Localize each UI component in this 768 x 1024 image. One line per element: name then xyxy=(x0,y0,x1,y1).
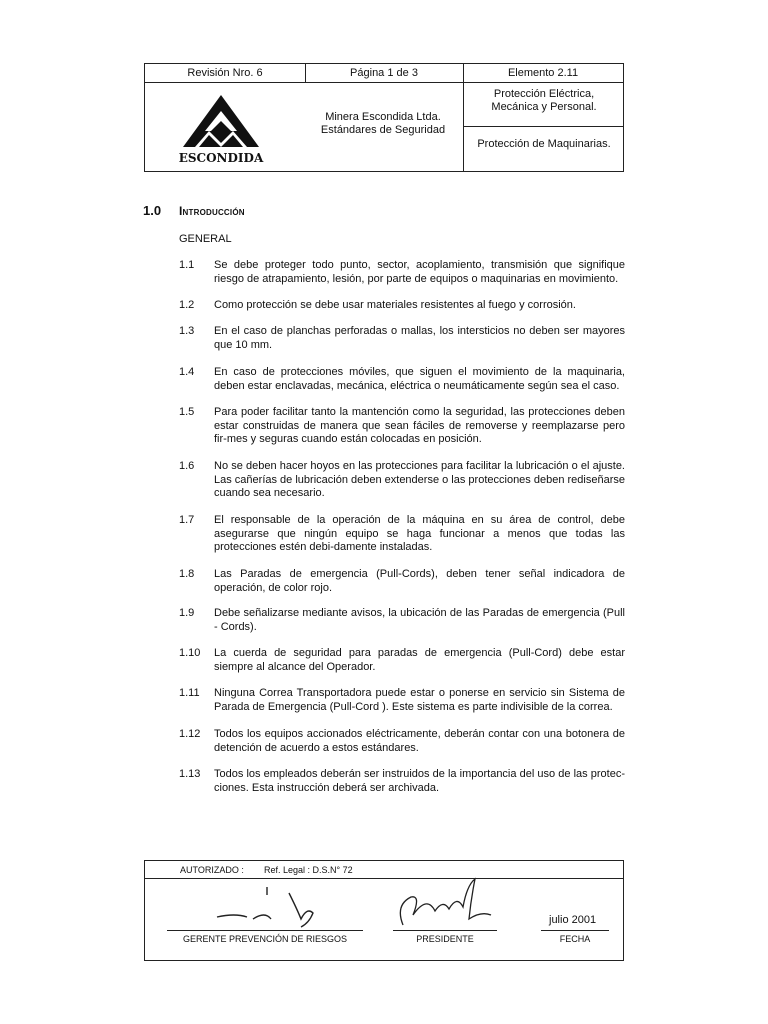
item-number: 1.7 xyxy=(179,514,195,526)
item-number: 1.1 xyxy=(179,259,195,271)
subtopic-title: Protección de Maquinarias. xyxy=(477,138,611,150)
divider xyxy=(463,64,464,171)
page-number: Página 1 de 3 xyxy=(350,67,418,79)
date-label: FECHA xyxy=(559,934,591,944)
element-number: Elemento 2.11 xyxy=(507,67,579,79)
authorized-label: AUTORIZADO : xyxy=(180,865,244,875)
item-number: 1.4 xyxy=(179,366,195,378)
item-text: Debe señalizarse mediante avisos, la ubicación de las Paradas de emergencia (Pull - Cords). xyxy=(214,607,625,633)
signature-line xyxy=(393,930,497,931)
item-text: Como protección se debe usar materiales resistentes al fuego y corrosión. xyxy=(214,299,576,311)
topic-line: Protección Eléctrica, xyxy=(493,88,595,100)
document-header xyxy=(144,63,624,172)
standard-name: Estándares de Seguridad xyxy=(320,124,446,136)
divider xyxy=(463,126,624,127)
item-text: En caso de protecciones móviles, que siguen el movimiento de la maquinaria, deben estar enclavadas, mecánica, eléctrica o neumáticamente según sea el caso. xyxy=(214,366,625,392)
item-text: El responsable de la operación de la máquina en su área de control, debe asegurarse que ningún equipo se haga funcionar a menos que todas las protecciones estén debi-damente instaladas. xyxy=(214,514,625,553)
divider xyxy=(305,64,306,82)
signature-2-image xyxy=(393,875,503,937)
item-text: Se debe proteger todo punto, sector, acoplamiento, transmisión que signifique riesgo de atrapamiento, lesión, por parte de equipos o maquinarias en movimiento. xyxy=(214,259,625,285)
company-name: Minera Escondida Ltda. xyxy=(325,111,441,123)
item-text: Las Paradas de emergencia (Pull-Cords), deben tener señal indicadora de operación, de color rojo. xyxy=(214,568,625,594)
signature-date: julio 2001 xyxy=(549,914,597,926)
escondida-logo xyxy=(177,91,265,165)
signature-line xyxy=(541,930,609,931)
signature-2-label: PRESIDENTE xyxy=(416,934,474,944)
item-number: 1.8 xyxy=(179,568,195,580)
item-number: 1.12 xyxy=(179,728,201,740)
item-text: No se deben hacer hoyos en las protecciones para facilitar la lubricación o el ajuste. Las cañerías de lubricación deben extenderse o las protecciones deben rediseñarse cuando sea necesario. xyxy=(214,460,625,499)
mountain-logo-icon xyxy=(177,91,265,165)
item-text: Ninguna Correa Transportadora puede estar o ponerse en servicio sin Sistema de Parada de Emergencia (Pull-Cord ). Este sistema es parte indivisible de la correa. xyxy=(214,687,625,713)
item-number: 1.6 xyxy=(179,460,195,472)
revision-number: Revisión Nro. 6 xyxy=(187,67,263,79)
item-text: En el caso de planchas perforadas o mallas, los intersticios no deben ser mayores que 10 mm. xyxy=(214,325,625,351)
divider xyxy=(145,878,623,879)
section-title: Introducción xyxy=(179,204,245,218)
item-number: 1.3 xyxy=(179,325,195,337)
section-subtitle: GENERAL xyxy=(179,233,232,245)
topic-title xyxy=(463,88,625,114)
item-number: 1.13 xyxy=(179,768,201,780)
topic-line: Mecánica y Personal. xyxy=(491,101,597,113)
item-number: 1.2 xyxy=(179,299,195,311)
company-info xyxy=(305,111,461,137)
item-text: Para poder facilitar tanto la mantención como la seguridad, las protecciones deben estar construidas de manera que sean fáciles de removerse y reemplazarse pero fir-mes y seguras cuando están colocadas en posición. xyxy=(214,406,625,445)
signature-block xyxy=(144,860,624,961)
section-number: 1.0 xyxy=(143,203,162,218)
signature-1-label: GERENTE PREVENCIÓN DE RIESGOS xyxy=(182,934,348,944)
item-number: 1.9 xyxy=(179,607,195,619)
signature-1-image xyxy=(205,883,335,931)
item-text: La cuerda de seguridad para paradas de emergencia (Pull-Cord) debe estar siempre al alcance del Operador. xyxy=(214,647,625,673)
signature-line xyxy=(167,930,363,931)
item-number: 1.5 xyxy=(179,406,195,418)
header-top-row xyxy=(145,64,623,83)
item-text: Todos los equipos accionados eléctricamente, deberán contar con una botonera de detención de acuerdo a estos estándares. xyxy=(214,728,625,754)
item-number: 1.10 xyxy=(179,647,201,659)
logo-wordmark: ESCONDIDA xyxy=(178,151,264,165)
legal-reference: Ref. Legal : D.S.N° 72 xyxy=(264,865,353,875)
item-number: 1.11 xyxy=(179,687,200,699)
item-text: Todos los empleados deberán ser instruidos de la importancia del uso de las protec-ciones. Esta instrucción deberá ser archivada. xyxy=(214,768,625,794)
